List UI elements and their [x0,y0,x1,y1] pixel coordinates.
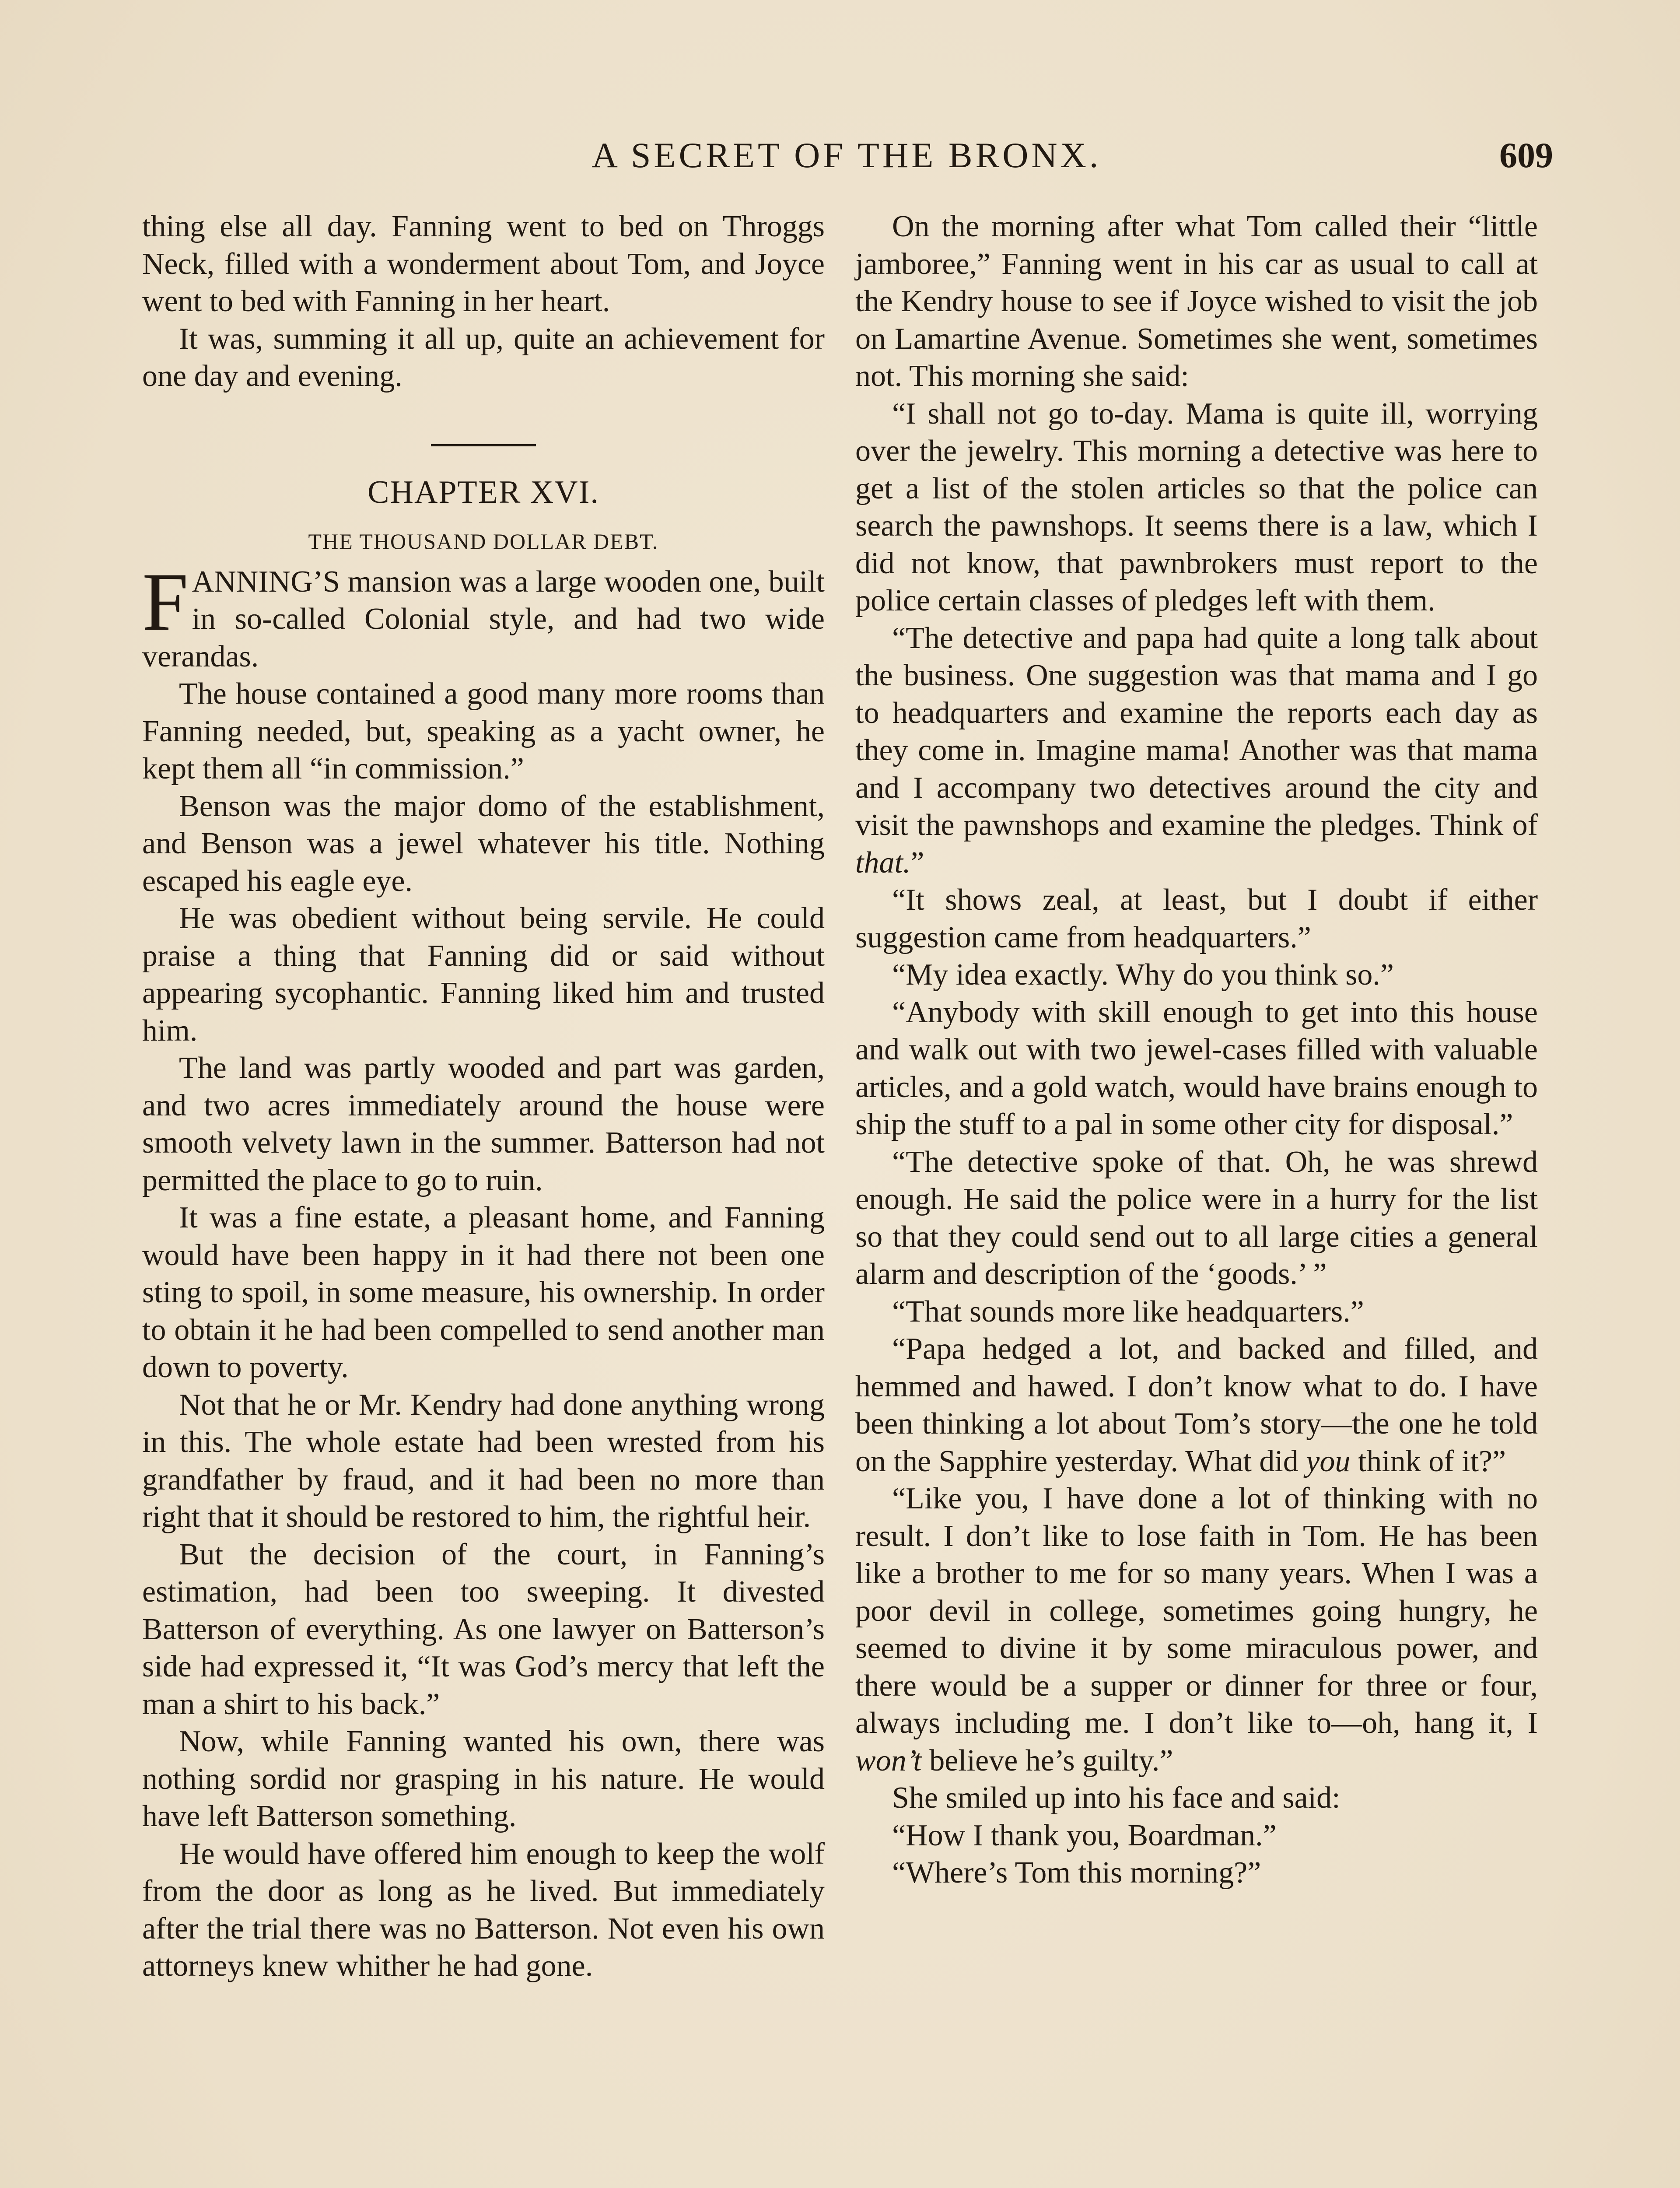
page-header [140,131,1553,179]
paragraph: Benson was the major domo of the establishment, and Benson was a jewel whatever his title. Nothing escaped his eagle eye. [142,789,825,898]
paragraph: thing else all day. Fanning went to bed on Throggs Neck, filled with a wonderment about Tom, and Joyce went to bed with Fanning in her heart. [142,210,825,318]
running-title: A SECRET OF THE BRONX. [592,135,1102,175]
paragraph: “I shall not go to-day. Mama is quite ill, worrying over the jewelry. This morning a detective was here to get a list of the stolen articles so that the police can search the pawnshops. It seems there is a law, which I did not know, that pawnbrokers must report to the police certain classes of pledges left with them. [855,396,1538,617]
paragraph: “My idea exactly. Why do you think so.” [892,958,1394,992]
paragraph [855,620,1538,882]
paragraph: “Anybody with skill enough to get into this house and walk out with two jewel-cases filled with valuable articles, and a gold watch, would have brains enough to ship the stuff to a pal in some other city for disposal.” [855,995,1538,1141]
paragraph: It was a fine estate, a pleasant home, and Fanning would have been happy in it had there not been one sting to spoil, in some measure, his ownership. In order to obtain it he had been compelled to send another man down to poverty. [142,1201,825,1384]
paragraph-text: “The detective and papa had quite a long talk about the business. One suggestion was that mama and I go to headquarters and examine the reports each day as they come in. Imagine mama! Another was that mama and I accompany two detectives around the city and visit the pawnshops and examine the pledges. Think of [855,621,1538,842]
paragraph: Now, while Fanning wanted his own, there was nothing sordid nor grasping in his nature. He would have left Batterson something. [142,1725,825,1833]
paragraph: But the decision of the court, in Fanning’s estimation, had been too sweeping. It divested Batterson of everything. As one lawyer on Batterson’s side had expressed it, “It was God’s mercy that left the man a shirt to his back.” [142,1537,825,1721]
emphasis: you [1306,1444,1351,1478]
paragraph: “That sounds more like headquarters.” [892,1294,1364,1329]
paragraph: The land was partly wooded and part was garden, and two acres immediately around the house were smooth velvety lawn in the summer. Batterson had not permitted the place to go to ruin. [142,1051,825,1197]
paragraph: “Where’s Tom this morning?” [892,1856,1261,1890]
paragraph-text: believe he’s guilty.” [921,1743,1173,1778]
paragraph: On the morning after what Tom called their “little jamboree,” Fanning went in his car as usual to call at the Kendry house to see if Joyce wished to visit the job on Lamartine Avenue. Sometimes she went, sometimes not. This morning she said: [855,210,1538,393]
paragraph [855,1330,1538,1480]
paragraph: “It shows zeal, at least, but I doubt if either suggestion came from headquarters.” [855,883,1538,954]
paragraph: It was, summing it all up, quite an achievement for one day and evening. [142,322,825,393]
paragraph: He was obedient without being servile. He could praise a thing that Fanning did or said without appearing sycophantic. Fanning liked him and trusted him. [142,901,825,1048]
paragraph: “The detective spoke of that. Oh, he was shrewd enough. He said the police were in a hurry for the list so that they could send out to all large cities a general alarm and description of the ‘goods.’ ” [855,1145,1538,1291]
right-column [855,208,1538,1892]
chapter-title: CHAPTER XVI. [368,474,599,510]
section-divider [431,444,536,446]
chapter-opening-paragraph [142,556,825,676]
paragraph: She smiled up into his face and said: [892,1781,1340,1815]
chapter-subtitle: THE THOUSAND DOLLAR DEBT. [308,529,659,554]
paragraph: “How I thank you, Boardman.” [892,1818,1277,1852]
left-column [142,208,825,1985]
drop-cap: F [142,556,189,648]
emphasis: that. [855,845,911,880]
paragraph-text: “Papa hedged a lot, and backed and filled, and hemmed and hawed. I don’t know what to do. I have been thinking a lot about Tom’s story—the one he told on the Sapphire yesterday. What did [855,1332,1538,1478]
paragraph: He would have offered him enough to keep the wolf from the door as long as he lived. But immediately after the trial there was no Batterson. Not even his own attorneys knew whither he had gone. [142,1837,825,1983]
paragraph: The house contained a good many more rooms than Fanning needed, but, speaking as a yacht owner, he kept them all “in commission.” [142,677,825,785]
paragraph-text: ANNING’S mansion was a large wooden one, built in so-called Colonial style, and had two wide verandas. [142,565,825,673]
paragraph [855,1480,1538,1779]
paragraph-text: ” [910,845,924,880]
paragraph-text: “Like you, I have done a lot of thinking with no result. I don’t like to lose faith in Tom. He has been like a brother to me for so many years. When I was a poor devil in college, sometimes going hungry, he seemed to divine it by some miraculous power, and there would be a supper or dinner for three or four, always including me. I don’t like to—oh, hang it, I [855,1482,1538,1740]
page-number: 609 [1499,135,1553,175]
emphasis: won’t [855,1743,922,1778]
paragraph-text: think of it?” [1350,1444,1506,1478]
paragraph: Not that he or Mr. Kendry had done anything wrong in this. The whole estate had been wrested from his grandfather by fraud, and it had been no more than right that it should be restored to him, the rightful heir. [142,1388,825,1534]
